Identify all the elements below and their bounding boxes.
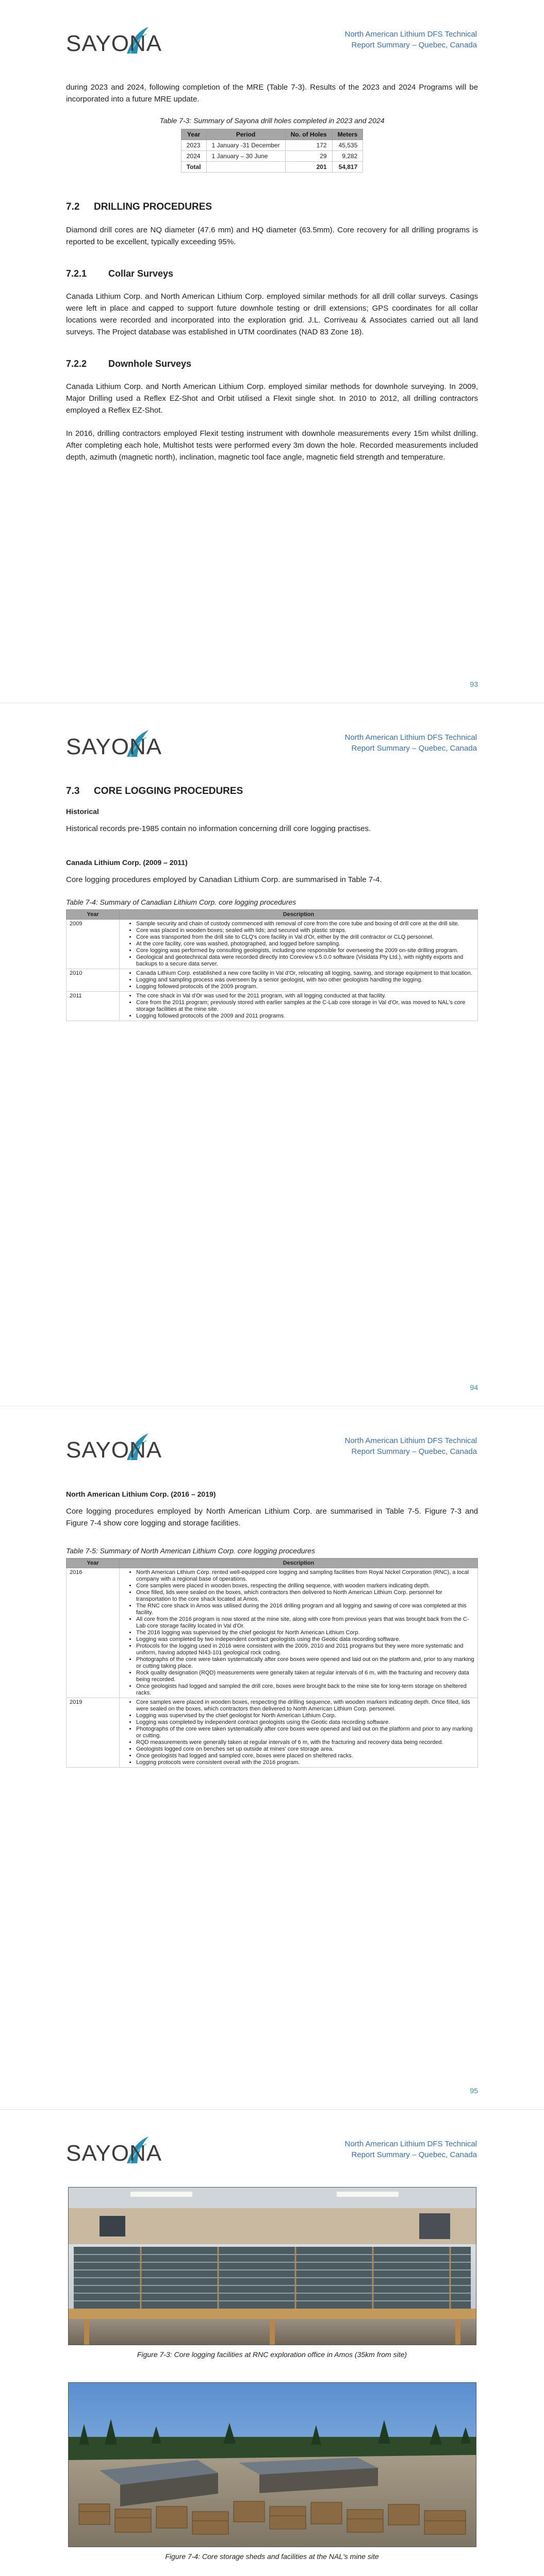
list-item: • The core shack in Val d'Or was used for the 2011 program, with all logging conducted at that facility.: [136, 993, 474, 999]
section-7-3-heading: 7.3 CORE LOGGING PROCEDURES: [66, 786, 243, 796]
col-description: Description: [120, 910, 478, 920]
logo-text: SAYONA: [66, 1437, 162, 1463]
list-item: • North American Lithium Corp. rented well-equipped core logging and sampling facilities from Royal Nickel Corporation (RNC), a local company with a regional base of operations.: [136, 1569, 474, 1583]
header-line2: Report Summary – Quebec, Canada: [351, 2150, 477, 2159]
list-item: • Canada Lithium Corp. established a new core facility in Val d'Or, relocating all logging, sawing, and storage equipment to that location.: [136, 970, 474, 977]
table-caption: Table 7-4: Summary of Canadian Lithium Corp. core logging procedures: [66, 898, 296, 906]
cell-meters: 9,282: [332, 151, 363, 162]
cell-meters: 54,817: [332, 162, 363, 173]
list-item: • Geologists logged core on benches set up outside at mines' core storage area.: [136, 1746, 474, 1753]
header-line1: North American Lithium DFS Technical: [344, 30, 477, 39]
figure-7-4-caption: Figure 7-4: Core storage sheds and facilities at the NAL's mine site: [165, 2552, 379, 2561]
header-line2: Report Summary – Quebec, Canada: [351, 1447, 477, 1456]
list-item: • Logging followed protocols of the 2009 and 2011 programs.: [136, 1013, 474, 1020]
list-item: • Logging protocols were consistent overall with the 2016 program.: [136, 1759, 474, 1766]
page-body: [66, 786, 478, 1021]
logo-text: SAYONA: [66, 31, 162, 56]
col-description: Description: [120, 1558, 478, 1568]
header-line2: Report Summary – Quebec, Canada: [351, 744, 477, 753]
report-page-93: [0, 0, 544, 703]
list-item: • Logging followed protocols of the 2009 program.: [136, 984, 474, 990]
core-logging-facility-photo: [68, 2187, 476, 2345]
cell-description: [120, 1568, 478, 1698]
section-7-2-1-text: Canada Lithium Corp. and North American Lithium Corp. employed similar methods for all drill collar surveys. Casings were left in place and capped to support future downhole testing or drill extensions; GPS coordinates for all collar locations were recorded and incorporated into the exploration grid. J.L. Corriveau & Associates carried out all land surveys. The Project database was established in UTM coordinates (NAD 83 Zone 18).: [66, 292, 478, 336]
page-number: 95: [470, 2087, 478, 2095]
col-period: Period: [206, 129, 285, 140]
list-item: • Once geologists had logged and sampled the drill core, boxes were brought back to the mine site for long-term storage on sheltered racks.: [136, 1683, 474, 1697]
list-item: • Rock quality designation (RQD) measurements were generally taken at regular intervals of 6 m, with the fracturing and recovery data being recorded.: [136, 1670, 474, 1683]
intro-paragraph: during 2023 and 2024, following completion of the MRE (Table 7-3). Results of the 2023 and 2024 Programs will be incorporated into a future MRE update.: [66, 83, 478, 104]
nal-heading: North American Lithium Corp. (2016 – 2019): [66, 1490, 216, 1498]
page-body: [66, 81, 478, 474]
historical-heading: Historical: [66, 807, 99, 816]
cell-year: 2019: [67, 1698, 120, 1768]
list-item: • Logging was supervised by the chief geologist for North American Lithium Corp.: [136, 1713, 474, 1719]
cell-period: 1 January -31 December: [206, 140, 285, 151]
header-line1: North American Lithium DFS Technical: [344, 1436, 477, 1445]
header-line1: North American Lithium DFS Technical: [344, 2140, 477, 2148]
report-header: [345, 732, 477, 754]
cell-meters: 45,535: [332, 140, 363, 151]
list-item: • Logging was completed by two independent contract geologists using the Geotic data recording software.: [136, 1636, 474, 1643]
clc-core-logging-table: [66, 909, 478, 1021]
list-item: • The 2016 logging was supervised by the chief geologist for North American Lithium Corp.: [136, 1630, 474, 1636]
sayona-logo: [66, 1430, 164, 1463]
description-list: [123, 993, 474, 1020]
page-number: 94: [470, 1383, 478, 1392]
description-list: [123, 1569, 474, 1697]
section-7-2-heading: 7.2 DRILLING PROCEDURES: [66, 201, 212, 212]
clc-text: Core logging procedures employed by Canadian Lithium Corp. are summarised in Table 7-4.: [66, 875, 382, 884]
list-item: • Core was transported from the drill site to CLQ's core facility in Val d'Or, either by the drill contractor or CLQ personnel.: [136, 934, 474, 941]
col-holes: No. of Holes: [285, 129, 332, 140]
sayona-logo: [66, 2133, 164, 2166]
table-row: [67, 969, 478, 992]
page-number: 93: [470, 680, 478, 688]
list-item: • Core samples were placed in wooden boxes, respecting the drilling sequence, with wooden markers indicating depth.: [136, 1583, 474, 1589]
section-7-2-2-heading: 7.2.2 Downhole Surveys: [66, 359, 192, 369]
list-item: • Logging was completed by independent contract geologists using the Geotic data recording software.: [136, 1719, 474, 1726]
table-body: [67, 1568, 478, 1768]
col-year: Year: [181, 129, 206, 140]
cell-year: 2010: [67, 969, 120, 992]
sayona-logo: [66, 727, 164, 760]
page-body: [66, 2187, 478, 2565]
section-7-2-text: Diamond drill cores are NQ diameter (47.6 mm) and HQ diameter (63.5mm). Core recovery for all drilling programs is reported to be excellent, typically exceeding 95%.: [66, 226, 478, 246]
report-page-96: [0, 2110, 544, 2576]
col-year: Year: [67, 910, 120, 920]
nal-core-logging-table: [66, 1558, 478, 1768]
nal-text: Core logging procedures employed by North American Lithium Corp. are summarised in Table 7-5. Figure 7-3 and Figure 7-4 show core logging and storage facilities.: [66, 1507, 478, 1528]
historical-text: Historical records pre-1985 contain no information concerning drill core logging practises.: [66, 824, 371, 833]
table-row: [67, 1568, 478, 1698]
list-item: • Once geologists had logged and sampled core, boxes were placed on sheltered racks.: [136, 1753, 474, 1759]
list-item: • RQD measurements were generally taken at regular intervals of 6 m, with the fracturing and recovery data being recorded.: [136, 1739, 474, 1746]
table-caption: Table 7-5: Summary of North American Lithium Corp. core logging procedures: [66, 1547, 315, 1555]
table-row: [67, 1698, 478, 1768]
list-item: • The RNC core shack in Amos was utilised during the 2016 drilling program and all logging and sawing of core was completed at this facility.: [136, 1603, 474, 1616]
table-row: [181, 140, 363, 151]
list-item: • Photographs of the core were taken systematically after core boxes were opened and laid out on the platform and prior to any marking or cutting.: [136, 1726, 474, 1739]
list-item: • Protocols for the logging used in 2016 were consistent with the 2009, 2010 and 2011 programs but they were more systematic and uniform, having adopted NI43-101 geological rock coding.: [136, 1643, 474, 1656]
report-page-94: [0, 703, 544, 1406]
cell-period: [206, 162, 285, 173]
cell-holes: 172: [285, 140, 332, 151]
list-item: • At the core facility, core was washed, photographed, and logged before sampling.: [136, 941, 474, 947]
col-year: Year: [67, 1558, 120, 1568]
table-row-total: [181, 162, 363, 173]
description-list: [123, 1699, 474, 1766]
report-page-95: [0, 1406, 544, 2110]
header-line2: Report Summary – Quebec, Canada: [351, 41, 477, 49]
list-item: • All core from the 2016 program is now stored at the mine site, along with core from previous years that was brought back from the C-Lab core storage facility located in Val d'Or.: [136, 1616, 474, 1630]
list-item: • Core samples were placed in wooden boxes, respecting the drilling sequence, with wooden markers indicating depth. Once filled, lids were sealed on the boxes, which contractors then delivered to North American Lithium Corp. personnel.: [136, 1699, 474, 1713]
report-header: [345, 1435, 477, 1457]
table-row: [181, 151, 363, 162]
section-7-2-1-heading: 7.2.1 Collar Surveys: [66, 268, 174, 279]
col-meters: Meters: [332, 129, 363, 140]
list-item: • Core from the 2011 program; previously stored with earlier samples at the C-Lab core storage in Val d'Or, was moved to NAL's core storage facilities at the mine site.: [136, 999, 474, 1013]
cell-description: [120, 1698, 478, 1768]
cell-period: 1 January – 30 June: [206, 151, 285, 162]
list-item: • Geological and geotechnical data were recorded directly into Coreview v.5.0.0 software (Visidata Pty Ltd.), with nightly exports and backups to a secure data server.: [136, 954, 474, 968]
cell-year: 2009: [67, 920, 120, 969]
table-body: [67, 920, 478, 1021]
table-row: [67, 920, 478, 969]
report-header: [345, 2139, 477, 2160]
header-line1: North American Lithium DFS Technical: [344, 733, 477, 742]
description-list: [123, 921, 474, 968]
cell-holes: 29: [285, 151, 332, 162]
list-item: • Once filled, lids were sealed on the boxes, which contractors then delivered to North American Lithium Corp. personnel for transportation to the core shack located at Amos.: [136, 1589, 474, 1603]
cell-description: [120, 992, 478, 1021]
core-storage-sheds-photo: [68, 2382, 476, 2547]
description-list: [123, 970, 474, 990]
table-caption: Table 7-3: Summary of Sayona drill holes completed in 2023 and 2024: [159, 116, 385, 125]
sayona-logo: [66, 24, 164, 57]
list-item: • Sample security and chain of custody commenced with removal of core from the core tube and boxing of drill core at the drill site.: [136, 921, 474, 927]
list-item: • Logging and sampling process was overseen by a senior geologist, with two other geologists handling the logging.: [136, 977, 474, 984]
report-header: [345, 29, 477, 50]
list-item: • Photographs of the core were taken systematically after core boxes were opened and laid out on the platform and, prior to any marking or cutting taking place.: [136, 1656, 474, 1670]
list-item: • Core logging was performed by consulting geologists, including one responsible for overseeing the 2009 on-site drilling program.: [136, 947, 474, 954]
table-row: [67, 992, 478, 1021]
cell-holes: 201: [285, 162, 332, 173]
cell-year: Total: [181, 162, 206, 173]
section-7-2-2-text2: In 2016, drilling contractors employed Flexit testing instrument with downhole measurements every 15m whilst drilling. After completing each hole, Multishot tests were performed every 3m down the hole. Recorded measurements included depth, azimuth (magnetic north), inclination, magnetic tool face angle, magnetic field strength and temperature.: [66, 429, 478, 462]
page-body: [66, 1490, 478, 1768]
figure-7-3-caption: Figure 7-3: Core logging facilities at RNC exploration office in Amos (35km from site): [137, 2350, 407, 2359]
cell-year: 2023: [181, 140, 206, 151]
cell-year: 2016: [67, 1568, 120, 1698]
drill-holes-table: [181, 129, 364, 173]
clc-heading: Canada Lithium Corp. (2009 – 2011): [66, 858, 188, 867]
logo-text: SAYONA: [66, 2141, 162, 2166]
cell-year: 2011: [67, 992, 120, 1021]
section-7-2-2-text1: Canada Lithium Corp. and North American Lithium Corp. employed similar methods for downhole surveying. In 2009, Major Drilling used a Reflex EZ-Shot and Orbit utilised a Flexit single shot. In 2010 to 2012, all drilling contractors employed a Reflex EZ-Shot.: [66, 382, 478, 415]
cell-description: [120, 920, 478, 969]
logo-text: SAYONA: [66, 734, 162, 759]
cell-description: [120, 969, 478, 992]
cell-year: 2024: [181, 151, 206, 162]
list-item: • Core was placed in wooden boxes; sealed with lids; and secured with plastic straps.: [136, 927, 474, 934]
